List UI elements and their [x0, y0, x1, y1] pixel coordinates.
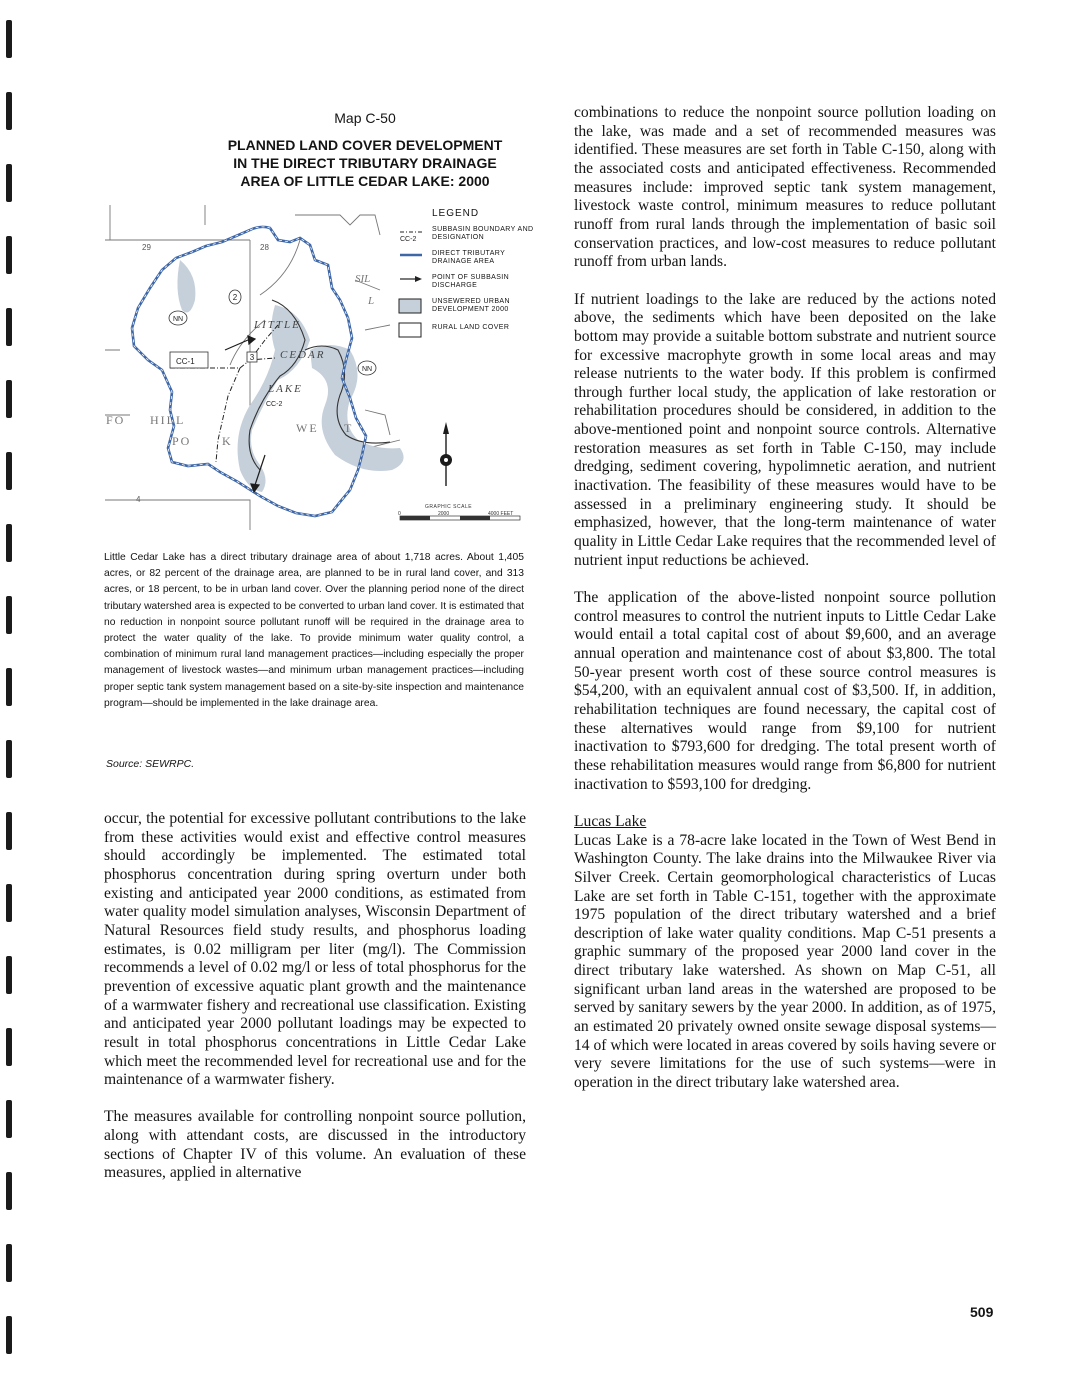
map-label-hwy: 3	[249, 353, 255, 362]
legend-label: RURAL LAND COVER	[432, 324, 510, 331]
subbasin-boundary-symbol	[398, 226, 424, 248]
binding-mark	[6, 740, 12, 778]
map-label-nn: NN	[361, 366, 373, 373]
binding-mark	[6, 812, 12, 850]
body-paragraph: The application of the above-listed nonpoint source pollution control measures to control the nutrient inputs to Little Cedar Lake would entail a total capital cost of about $9,600, and an average annual operation and maintenance cost of about $3,800. The total 50-year present worth cost of these source control measures is $54,200, with an equivalent annual cost of $3,500. If, in addition, rehabilitation techniques are found necessary, the capital cost of these alternatives would range from $9,100 for nutrient inactivation to $793,600 for dredging. The total present worth of these rehabilitation measures would range from $6,800 for nutrient inactivation to $593,100 for dredging.	[574, 589, 996, 793]
map-label-section: 28	[260, 243, 269, 252]
map-title-line: PLANNED LAND COVER DEVELOPMENT	[227, 137, 503, 153]
map-label-section: 29	[142, 243, 151, 252]
map-label-place: WE	[296, 421, 319, 435]
drainage-area-symbol	[398, 250, 424, 272]
north-arrow	[440, 422, 452, 486]
body-paragraph: combinations to reduce the nonpoint source pollution loading on the lake, was made and a set of recommended measures was identified. These measures are set forth in Table C-150, along with the associated costs and anticipated effectiveness. Recommended measures include: improved septic tank system management, livestock waste control, minimum measures to reduce pollutant runoff from rural lands through the implementation of basic soil conservation practices, and low-cost measures to reduce pollutant runoff from urban lands.	[574, 104, 996, 271]
section-heading: Lucas Lake	[574, 812, 647, 830]
map-label-section: 4	[136, 495, 141, 504]
lucas-lake-section	[574, 813, 996, 1093]
map-figure	[100, 200, 534, 535]
map-label-subbasin: CC-2	[266, 401, 283, 408]
legend-item	[398, 226, 538, 248]
map-label-hwy: 2	[232, 293, 238, 302]
legend-item	[398, 322, 538, 344]
map-label-place: PO	[172, 434, 192, 448]
map-source: Source: SEWRPC.	[106, 758, 195, 770]
binding-mark	[6, 1244, 12, 1282]
binding-mark	[6, 164, 12, 202]
body-paragraph: The measures available for controlling nonpoint source pollution, along with attendant costs, are discussed in the introductory sections of Chapter IV of this volume. An evaluation of these measures, applied in alternative	[104, 1108, 526, 1182]
map-label-place: LAKE	[268, 383, 303, 395]
map-legend	[398, 208, 538, 331]
binding-mark	[6, 956, 12, 994]
map-label-nn: NN	[172, 316, 184, 323]
map-caption: Little Cedar Lake has a direct tributary drainage area of about 1,718 acres. About 1,405 acres, or 82 percent of the drainage area, are planned to be in rural land cover, and 313 acres, or 18 percent, to be in urban land cover. Over the planning period none of the direct tributary watershed area is expected to be converted to urban land cover. It is estimated that no reduction in nonpoint source pollutant runoff will be required in the drainage area to protect the water quality of the lake. To provide minimum water quality control, a combination of minimum rural land management practices—including especially the proper management of livestock wastes—and minimum urban management practices—including proper septic tank system management based on a site-by-site inspection and maintenance program—should be implemented in the lake drainage area.	[104, 552, 524, 709]
discharge-point-symbol	[398, 274, 424, 296]
binding-mark	[6, 308, 12, 346]
scale-tick: 4000 FEET	[488, 511, 514, 517]
body-paragraph: Lucas Lake is a 78-acre lake located in the Town of West Bend in Washington County. The lake drains into the Milwaukee River via Silver Creek. Certain geomorphological characteristics of Lucas Lake are set forth in Table C-151, together with the approximate 1975 population of the direct tributary watershed and a brief description of lake water quality conditions. Map C-51 presents a graphic summary of the proposed year 2000 land cover in the direct tributary lake watershed. As shown on Map C-51, all significant urban land areas in the watershed are proposed to be served by sanitary sewers by the year 2000. In addition, as of 1975, an estimated 20 privately owned onsite sewage disposal systems—14 of which were located in areas covered by soils having severe or very severe limitations for the use of such systems—were in operation in the direct tributary lake watershed area.	[574, 831, 996, 1092]
left-column	[104, 810, 526, 1183]
binding-mark	[6, 1172, 12, 1210]
legend-symbol-text: CC-2	[400, 236, 417, 243]
map-label-place: T	[344, 421, 352, 435]
scale-heading: GRAPHIC SCALE	[425, 504, 473, 510]
map-label-subbasin: CC-1	[176, 357, 195, 366]
map-label-place: SIL	[355, 273, 371, 285]
urban-development-symbol	[398, 298, 424, 320]
binding-mark	[6, 1028, 12, 1066]
map-label-place: LITTLE	[254, 319, 301, 331]
map-label-place: K	[222, 434, 231, 448]
rural-land-symbol	[398, 322, 424, 344]
page-number: 509	[970, 1304, 994, 1320]
map-label-place: HILL	[150, 413, 186, 427]
scale-tick: 2000	[438, 511, 450, 517]
legend-item	[398, 274, 538, 296]
binding-mark	[6, 236, 12, 274]
binding-mark	[6, 884, 12, 922]
body-paragraph: occur, the potential for excessive pollutant contributions to the lake from these activities would exist and effective control measures should accordingly be implemented. The estimated total phosphorus concentration during spring overturn under both existing and anticipated year 2000 conditions, as estimated from water quality model simulation analyses, Wisconsin Department of Natural Resources field study results, and phosphorus loading estimates, is 0.02 milligram per liter (mg/l). The Commission recommends a level of 0.02 mg/l or less of total phosphorus for the prevention of excessive aquatic plant growth and the maintenance of a warmwater fishery and recreational use classification. Existing and anticipated year 2000 pollutant loadings may be expected to result in total phosphorus concentrations in Little Cedar Lake which meet the recommended level for recreational use and for the maintenance of a warmwater fishery.	[104, 810, 526, 1089]
binding-mark	[6, 596, 12, 634]
binding-mark	[6, 1316, 12, 1354]
binding-mark	[6, 668, 12, 706]
map-label: Map C-50	[334, 110, 396, 126]
binding-mark	[6, 380, 12, 418]
map-label-place: L	[368, 295, 375, 307]
binding-mark	[6, 524, 12, 562]
map-label-place: FO	[106, 413, 126, 427]
legend-label: SUBBASIN BOUNDARY AND DESIGNATION	[432, 226, 534, 241]
map-label-place: CEDAR	[280, 349, 326, 361]
legend-heading: LEGEND	[432, 208, 480, 219]
graphic-scale	[398, 504, 520, 520]
map-title-line: IN THE DIRECT TRIBUTARY DRAINAGE	[233, 155, 497, 171]
map-title-line: AREA OF LITTLE CEDAR LAKE: 2000	[240, 173, 490, 189]
binding-mark	[6, 20, 12, 58]
legend-label: UNSEWERED URBAN DEVELOPMENT 2000	[432, 298, 510, 313]
legend-item	[398, 298, 538, 320]
body-paragraph: If nutrient loadings to the lake are reduced by the actions noted above, the sediments which have been deposited on the lake bottom may provide a suitable bottom substrate and nutrient source for excessive macrophyte growth in some local areas and may release nutrients to the water body. If this problem is confirmed through further local study, the application of lake restoration or rehabilitation procedures should be considered, in addition to the above-mentioned point and nonpoint source controls. Alternative restoration measures as set forth in Table C-150, may include dredging, sediment covering, hypolimnetic aeration, and nutrient inactivation. The feasibility of these measures would have to be assessed in a preliminary engineering study. It should be emphasized, however, that the long-term maintenance of water quality in Little Cedar Lake requires that the recommended level of nutrient input reductions be achieved.	[574, 290, 996, 569]
binding-mark	[6, 92, 12, 130]
scale-tick: 0	[398, 511, 401, 517]
map-title	[120, 136, 610, 190]
legend-label: POINT OF SUBBASIN DISCHARGE	[432, 274, 510, 289]
legend-item	[398, 250, 538, 272]
binding-mark	[6, 1100, 12, 1138]
legend-label: DIRECT TRIBUTARY DRAINAGE AREA	[432, 250, 506, 265]
binding-mark	[6, 452, 12, 490]
right-column	[574, 104, 996, 1093]
